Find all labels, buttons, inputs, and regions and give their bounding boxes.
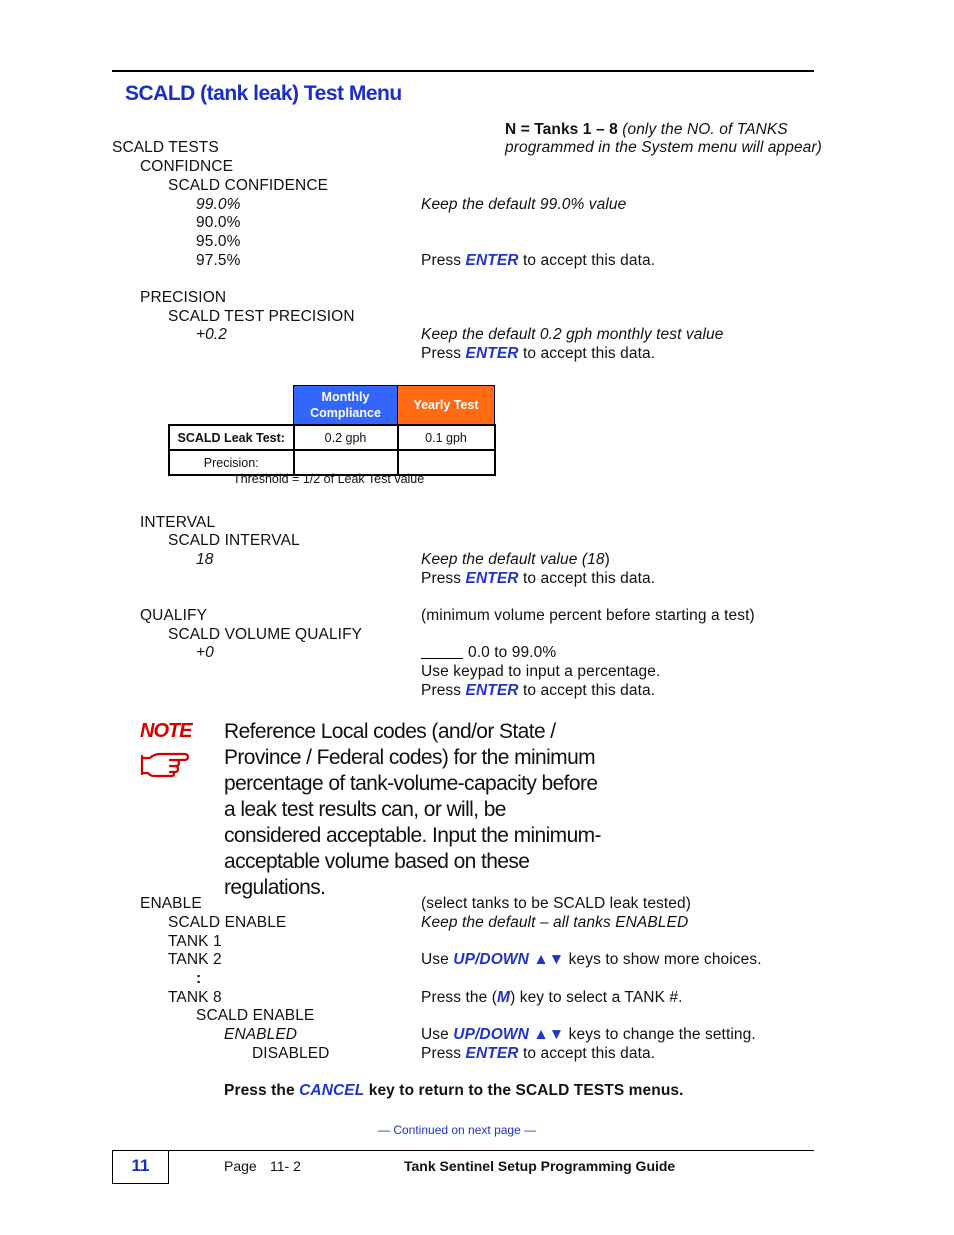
qualify-desc: (minimum volume percent before starting a test) [421, 607, 755, 624]
interval-keep-b: ) [604, 551, 610, 568]
note-text: Reference Local codes (and/or State / Province / Federal codes) for the minimum percentage of tank-volume-capacity before a leak test results can, or will, be considered acceptable. Input the minimum-acceptable volume based on these regulations. [224, 720, 601, 899]
updown-key-label: UP/DOWN [453, 951, 529, 968]
scald-tests-label: SCALD TESTS [112, 139, 219, 156]
cancel-line [224, 1082, 684, 1100]
enable-more-line [421, 951, 762, 969]
tanks-note-bold: N = Tanks 1 – 8 [505, 121, 618, 138]
enter-key-label: ENTER [465, 345, 519, 362]
tanks-note [505, 121, 788, 139]
guide-title: Tank Sentinel Setup Programming Guide [404, 1158, 676, 1174]
accept-text: to accept this data. [523, 252, 656, 269]
enable-keep: Keep the default – all tanks ENABLED [421, 914, 689, 931]
confidence-option: 95.0% [196, 233, 241, 250]
qualify-press-line [421, 682, 655, 700]
header-monthly-line2: Compliance [310, 406, 381, 420]
top-rule [112, 70, 814, 72]
table-corner [169, 386, 294, 426]
enable-enabled: ENABLED [224, 1026, 298, 1043]
precision-table [168, 385, 496, 476]
enable-menu: ENABLE [140, 895, 202, 912]
interval-keep [421, 551, 610, 569]
enable-tank8: TANK 8 [168, 989, 222, 1006]
up-down-arrows-icon: ▲▼ [533, 951, 565, 968]
enable-sub: SCALD ENABLE [168, 914, 287, 931]
tanks-note-italic-a: (only the NO. of TANKS [622, 121, 788, 138]
precision-sub: SCALD TEST PRECISION [168, 308, 355, 325]
press-text: Press [421, 682, 462, 699]
enable-sub2: SCALD ENABLE [196, 1007, 315, 1024]
use-text: Use [421, 951, 449, 968]
tanks-note-line2: programmed in the System menu will appear) [505, 139, 822, 156]
interval-keep-val: 18 [587, 551, 605, 568]
row-monthly: 0.2 gph [294, 425, 398, 450]
cancel-line-a: Press the [224, 1082, 295, 1099]
header-monthly [294, 386, 398, 426]
confidence-press-line [421, 252, 655, 270]
interval-menu: INTERVAL [140, 514, 216, 531]
cancel-key-label: CANCEL [299, 1082, 365, 1099]
m-key-label: M [497, 989, 511, 1006]
press-the-text: Press the ( [421, 989, 498, 1006]
page-title: SCALD (tank leak) Test Menu [125, 82, 402, 105]
press-text: Press [421, 252, 462, 269]
qualify-menu: QUALIFY [140, 607, 208, 624]
enable-desc: (select tanks to be SCALD leak tested) [421, 895, 692, 912]
accept-text: to accept this data. [523, 682, 656, 699]
enable-disabled: DISABLED [252, 1045, 330, 1062]
cancel-line-b: key to return to the SCALD TESTS menus. [368, 1082, 684, 1099]
enter-key-label: ENTER [465, 252, 519, 269]
interval-value: 18 [196, 551, 214, 568]
precision-press-line [421, 345, 655, 363]
press-text: Press [421, 1045, 462, 1062]
accept-text: to accept this data. [523, 570, 656, 587]
enable-change-line [421, 1026, 756, 1044]
accept-text: to accept this data. [523, 345, 656, 362]
precision-menu: PRECISION [140, 289, 227, 306]
qualify-value: +0 [196, 644, 214, 661]
more-text: keys to show more choices. [568, 951, 762, 968]
confidence-option: 99.0% [196, 196, 241, 213]
table-caption: Threshold = 1/2 of Leak Test value [233, 472, 425, 486]
updown-key-label: UP/DOWN [453, 1026, 529, 1043]
enable-press-line [421, 1045, 655, 1063]
precision-keep: Keep the default 0.2 gph monthly test value [421, 326, 724, 343]
enable-tank1: TANK 1 [168, 933, 222, 950]
enable-colon: : [196, 970, 202, 987]
interval-sub: SCALD INTERVAL [168, 532, 300, 549]
row-label: Precision: [169, 450, 294, 475]
enable-tank2: TANK 2 [168, 951, 222, 968]
qualify-keypad: Use keypad to input a percentage. [421, 663, 661, 680]
note-label: NOTE [140, 720, 192, 742]
chapter-number: 11 [112, 1150, 169, 1184]
precision-value: +0.2 [196, 326, 227, 343]
confidence-keep: Keep the default 99.0% value [421, 196, 627, 213]
header-monthly-line1: Monthly [321, 390, 370, 404]
enter-key-label: ENTER [465, 682, 519, 699]
continued-label: — Continued on next page — [378, 1123, 537, 1137]
confidence-sub: SCALD CONFIDENCE [168, 177, 329, 194]
enable-select-line [421, 989, 683, 1007]
up-down-arrows-icon: ▲▼ [533, 1026, 565, 1043]
interval-press-line [421, 570, 655, 588]
change-text: keys to change the setting. [568, 1026, 756, 1043]
confidence-option: 97.5% [196, 252, 241, 269]
row-label: SCALD Leak Test: [169, 425, 294, 450]
confidence-menu: CONFIDNCE [140, 158, 234, 175]
page-number: 11- 2 [270, 1158, 301, 1174]
page-label: Page [224, 1158, 257, 1174]
accept-text: to accept this data. [523, 1045, 656, 1062]
row-yearly: 0.1 gph [398, 425, 495, 450]
select-text: ) key to select a TANK #. [510, 989, 683, 1006]
enter-key-label: ENTER [465, 570, 519, 587]
interval-keep-a: Keep the default value ( [421, 551, 588, 568]
use-text: Use [421, 1026, 449, 1043]
footer-rule [112, 1150, 814, 1151]
confidence-option: 90.0% [196, 214, 241, 231]
press-text: Press [421, 570, 462, 587]
enter-key-label: ENTER [465, 1045, 519, 1062]
header-yearly: Yearly Test [398, 386, 495, 426]
pointing-hand-icon [140, 748, 192, 783]
press-text: Press [421, 345, 462, 362]
qualify-range: 0.0 to 99.0% [468, 644, 557, 661]
qualify-sub: SCALD VOLUME QUALIFY [168, 626, 363, 643]
qualify-blank-line [421, 658, 463, 659]
table-row [169, 425, 495, 450]
